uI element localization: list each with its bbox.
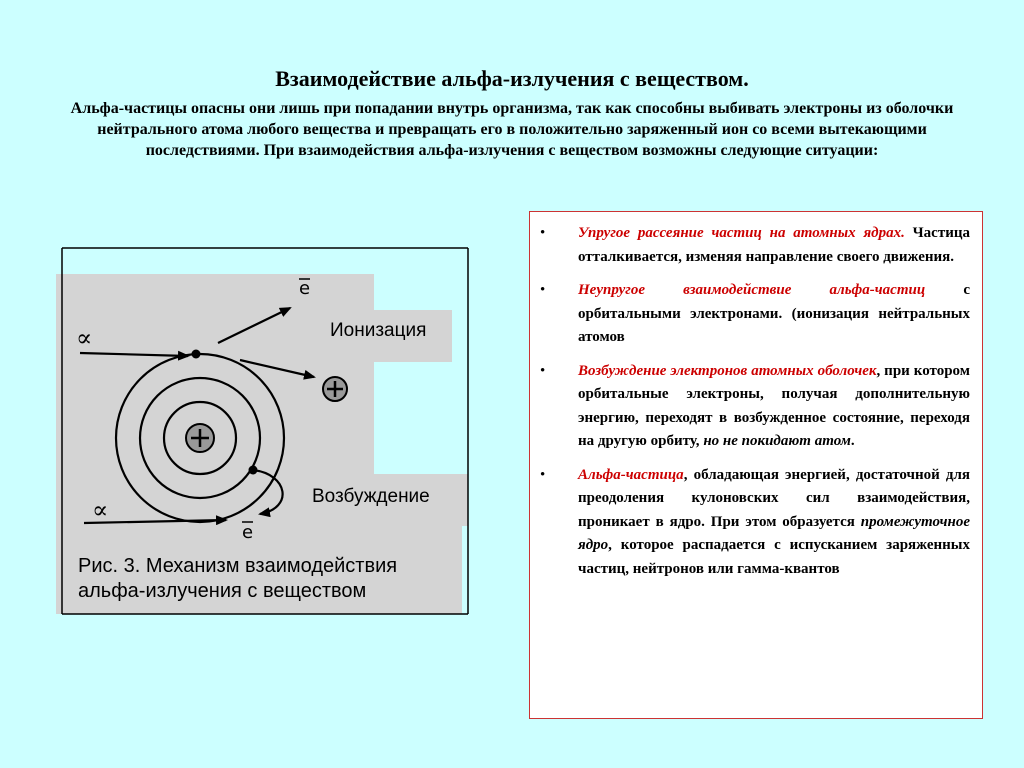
interaction-list-box	[529, 211, 983, 719]
electron-symbol-top: e	[299, 278, 311, 299]
list-item-text: с орбитальными электронами. (ионизация нейтральных атомов	[578, 282, 970, 345]
list-item	[578, 279, 970, 350]
header	[60, 64, 964, 161]
list-item-highlight: Альфа-частица	[578, 466, 684, 483]
list-item	[578, 464, 970, 582]
list-item-text: Частица отталкивается, изменяя направление своего движения.	[578, 225, 970, 265]
positive-ion-icon	[323, 377, 347, 401]
interaction-list	[530, 212, 982, 581]
electron-dot-top	[192, 350, 201, 359]
ionization-label: Ионизация	[330, 320, 427, 341]
list-item-tail: .	[850, 433, 855, 449]
list-item-text: , при котором орбитальные электроны, получая дополнительную энергию, переходят в возбужденное состояние, переходя на другую орбиту,	[578, 362, 970, 449]
list-item-highlight: Возбуждение электронов атомных оболочек	[578, 362, 877, 379]
caption-line-1: Рис. 3. Механизм взаимодействия	[78, 555, 398, 577]
caption-line-2: альфа-излучения с веществом	[78, 580, 367, 602]
list-item-text: , обладающая энергией, достаточной для преодоления кулоновских сил взаимодействия, проникает в ядро. При этом образуется	[578, 466, 970, 530]
electron-symbol-bottom: e	[242, 522, 254, 543]
nucleus-icon	[186, 424, 214, 452]
list-item	[578, 360, 970, 454]
page-title: Взаимодействие альфа-излучения с веществом.	[275, 66, 749, 91]
alpha-symbol-bottom: ∝	[92, 496, 109, 524]
list-item-tail: , которое распадается с испусканием заряженных частиц, нейтронов или гамма-квантов	[578, 537, 970, 577]
alpha-symbol-top: ∝	[76, 324, 93, 352]
list-item-highlight: Неупругое взаимодействие альфа-частиц	[578, 282, 926, 298]
figure-caption	[78, 554, 397, 604]
list-item	[578, 222, 970, 269]
excitation-label: Возбуждение	[312, 486, 430, 507]
list-item-highlight: Упругое рассеяние частиц на атомных ядрах.	[578, 225, 905, 241]
list-item-emphasis: промежуточное ядро	[578, 513, 970, 553]
intro-paragraph: Альфа-частицы опасны они лишь при попадании внутрь организма, так как способны выбивать электроны из оболочки нейтрального атома любого вещества и превращать его в положительно заряженный ион со всеми вытекающими последствиями. При взаимодействия альфа-излучения с веществом возможны следующие ситуации:	[70, 100, 954, 159]
alpha-interaction-figure	[56, 244, 472, 618]
list-item-emphasis: но не покидают атом	[703, 433, 851, 449]
